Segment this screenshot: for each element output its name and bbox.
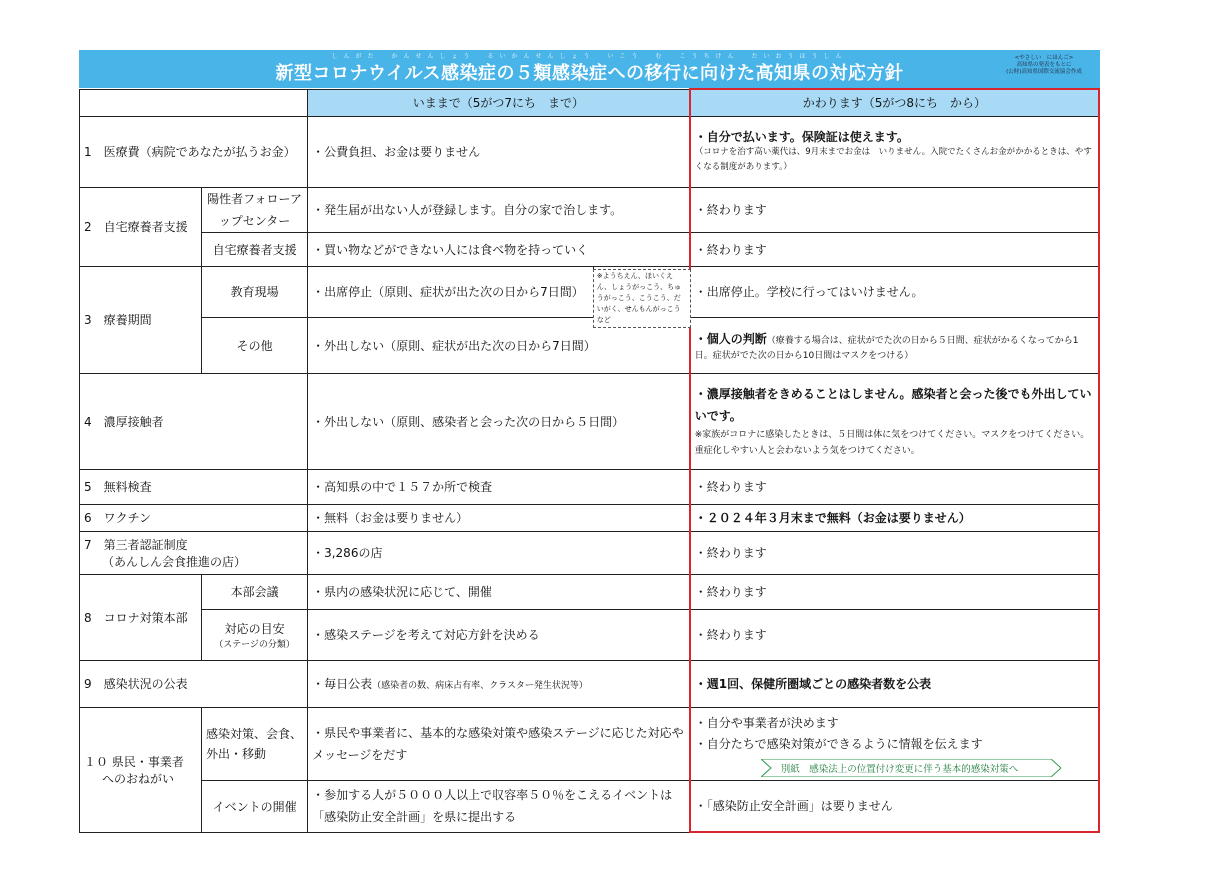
- after-cell: ・個人の判断（療養する場合は、症状がでた次の日から５日間、症状がかるくなってから1日。症状がでた次の日から10日間はマスクをつける）: [690, 317, 1099, 373]
- row-label: 1 医療費（病院であなたが払うお金）: [80, 116, 308, 187]
- page-title: 新型コロナウイルス感染症の５類感染症への移行に向けた高知県の対応方針: [275, 63, 904, 84]
- school-note: ※ようちえん、ほいくえん、しょうがっこう、ちゅうがっこう、こうこう、だいがく、せんもんがっこう など: [593, 269, 691, 328]
- credit-note: <やさしい にほんご> 高知県の発表をもとに (公財)高知県国際交流協会作成: [1006, 55, 1082, 75]
- row-label: 6 ワクチン: [80, 504, 308, 531]
- policy-table: [79, 88, 1100, 833]
- table-row: [80, 232, 1100, 266]
- table-row: [80, 707, 1100, 780]
- before-cell: ・参加する人が５０００人以上で収容率５０％をこえるイベントは「感染防止安全計画」を県に提出する: [308, 780, 690, 832]
- after-cell: ・自分や事業者が決めます ・自分たちで感染対策ができるように情報を伝えます 別紙 感染法上の位置付け変更に伴う基本的感染対策へ: [690, 707, 1099, 780]
- table-row: [80, 504, 1100, 531]
- before-cell: ・外出しない（原則、症状が出た次の日から7日間）: [308, 317, 690, 373]
- before-cell: ・買い物などができない人には食べ物を持っていく: [308, 232, 690, 266]
- row-sublabel: 教育現場: [202, 266, 308, 317]
- after-cell: ・出席停止。学校に行ってはいけません。: [690, 266, 1099, 317]
- table-row: [80, 317, 1100, 373]
- row-sublabel: 本部会議: [202, 574, 308, 609]
- row-sublabel: 陽性者フォローアップセンター: [202, 187, 308, 232]
- banner-text: 別紙 感染法上の位置付け変更に伴う基本的感染対策へ: [780, 763, 1019, 775]
- table-row: [80, 531, 1100, 574]
- row-sublabel: 対応の目安 （ステージの分類）: [202, 609, 308, 660]
- corner-cell: [80, 89, 308, 116]
- after-cell: ・終わります: [690, 574, 1099, 609]
- row-sublabel: イベントの開催: [202, 780, 308, 832]
- row-label: 2 自宅療養者支援: [80, 187, 202, 266]
- table-row: [80, 187, 1100, 232]
- row-sublabel: その他: [202, 317, 308, 373]
- table-row: [80, 780, 1100, 832]
- table-row: [80, 266, 1100, 317]
- title-ruby: しんがた かんせんしょう るいかんせんしょう いこう む こうちけん たいおうほうしん: [331, 53, 848, 60]
- after-cell: ・終わります: [690, 232, 1099, 266]
- table-row: [80, 469, 1100, 504]
- after-cell: ・自分で払います。保険証は使えます。 （コロナを治す高い薬代は、9月末までお金は いりません。入院でたくさんお金がかかるときは、やすくなる制度があります。）: [690, 116, 1099, 187]
- row-label: １０ 県民・事業者 へのおねがい: [80, 707, 202, 832]
- after-cell: ・週1回、保健所圏域ごとの感染者数を公表: [690, 660, 1099, 707]
- column-before: いままで（5がつ7にち まで）: [308, 89, 690, 116]
- row-label: 4 濃厚接触者: [80, 373, 308, 469]
- before-cell: ・県民や事業者に、基本的な感染対策や感染ステージに応じた対応やメッセージをだす: [308, 707, 690, 780]
- after-cell: ・終わります: [690, 187, 1099, 232]
- row-label: 7 第三者認証制度 （あんしん会食推進の店）: [80, 531, 308, 574]
- table-row: [80, 660, 1100, 707]
- before-cell: ・高知県の中で１５７か所で検査: [308, 469, 690, 504]
- policy-document: [79, 50, 1100, 833]
- before-cell: ・3,286の店: [308, 531, 690, 574]
- guideline-banner[interactable]: [761, 759, 1061, 777]
- before-cell: ・公費負担、お金は要りません: [308, 116, 690, 187]
- title-banner: [79, 50, 1100, 88]
- note-cell: [594, 266, 690, 324]
- column-after: かわります（5がつ8にち から）: [690, 89, 1099, 116]
- after-cell: ・終わります: [690, 609, 1099, 660]
- after-cell: ・濃厚接触者をきめることはしません。感染者と会った後でも外出していいです。 ※家族がコロナに感染したときは、５日間は体に気をつけてください。マスクをつけてください。重症化しやすい人と会わないよう気をつけてください。: [690, 373, 1099, 469]
- row-label: 8 コロナ対策本部: [80, 574, 202, 660]
- table-row: [80, 609, 1100, 660]
- before-cell: ・出席停止（原則、症状が出た次の日から7日間）: [308, 266, 594, 317]
- after-cell: ・終わります: [690, 469, 1099, 504]
- row-label: 9 感染状況の公表: [80, 660, 308, 707]
- after-cell: ・２０２４年３月末まで無料（お金は要りません）: [690, 504, 1099, 531]
- before-cell: ・外出しない（原則、感染者と会った次の日から５日間）: [308, 373, 690, 469]
- after-cell: ・終わります: [690, 531, 1099, 574]
- row-label: 3 療養期間: [80, 266, 202, 373]
- before-cell: ・発生届が出ない人が登録します。自分の家で治します。: [308, 187, 690, 232]
- before-cell: ・無料（お金は要りません）: [308, 504, 690, 531]
- row-sublabel: 感染対策、会食、外出・移動: [202, 707, 308, 780]
- after-cell: ・「感染防止安全計画」は要りません: [690, 780, 1099, 832]
- before-cell: ・毎日公表（感染者の数、病床占有率、クラスター発生状況等）: [308, 660, 690, 707]
- before-cell: ・県内の感染状況に応じて、開催: [308, 574, 690, 609]
- row-sublabel: 自宅療養者支援: [202, 232, 308, 266]
- table-row: [80, 373, 1100, 469]
- row-label: 5 無料検査: [80, 469, 308, 504]
- table-row: [80, 574, 1100, 609]
- table-row: [80, 116, 1100, 187]
- before-cell: ・感染ステージを考えて対応方針を決める: [308, 609, 690, 660]
- table-header-row: [80, 89, 1100, 116]
